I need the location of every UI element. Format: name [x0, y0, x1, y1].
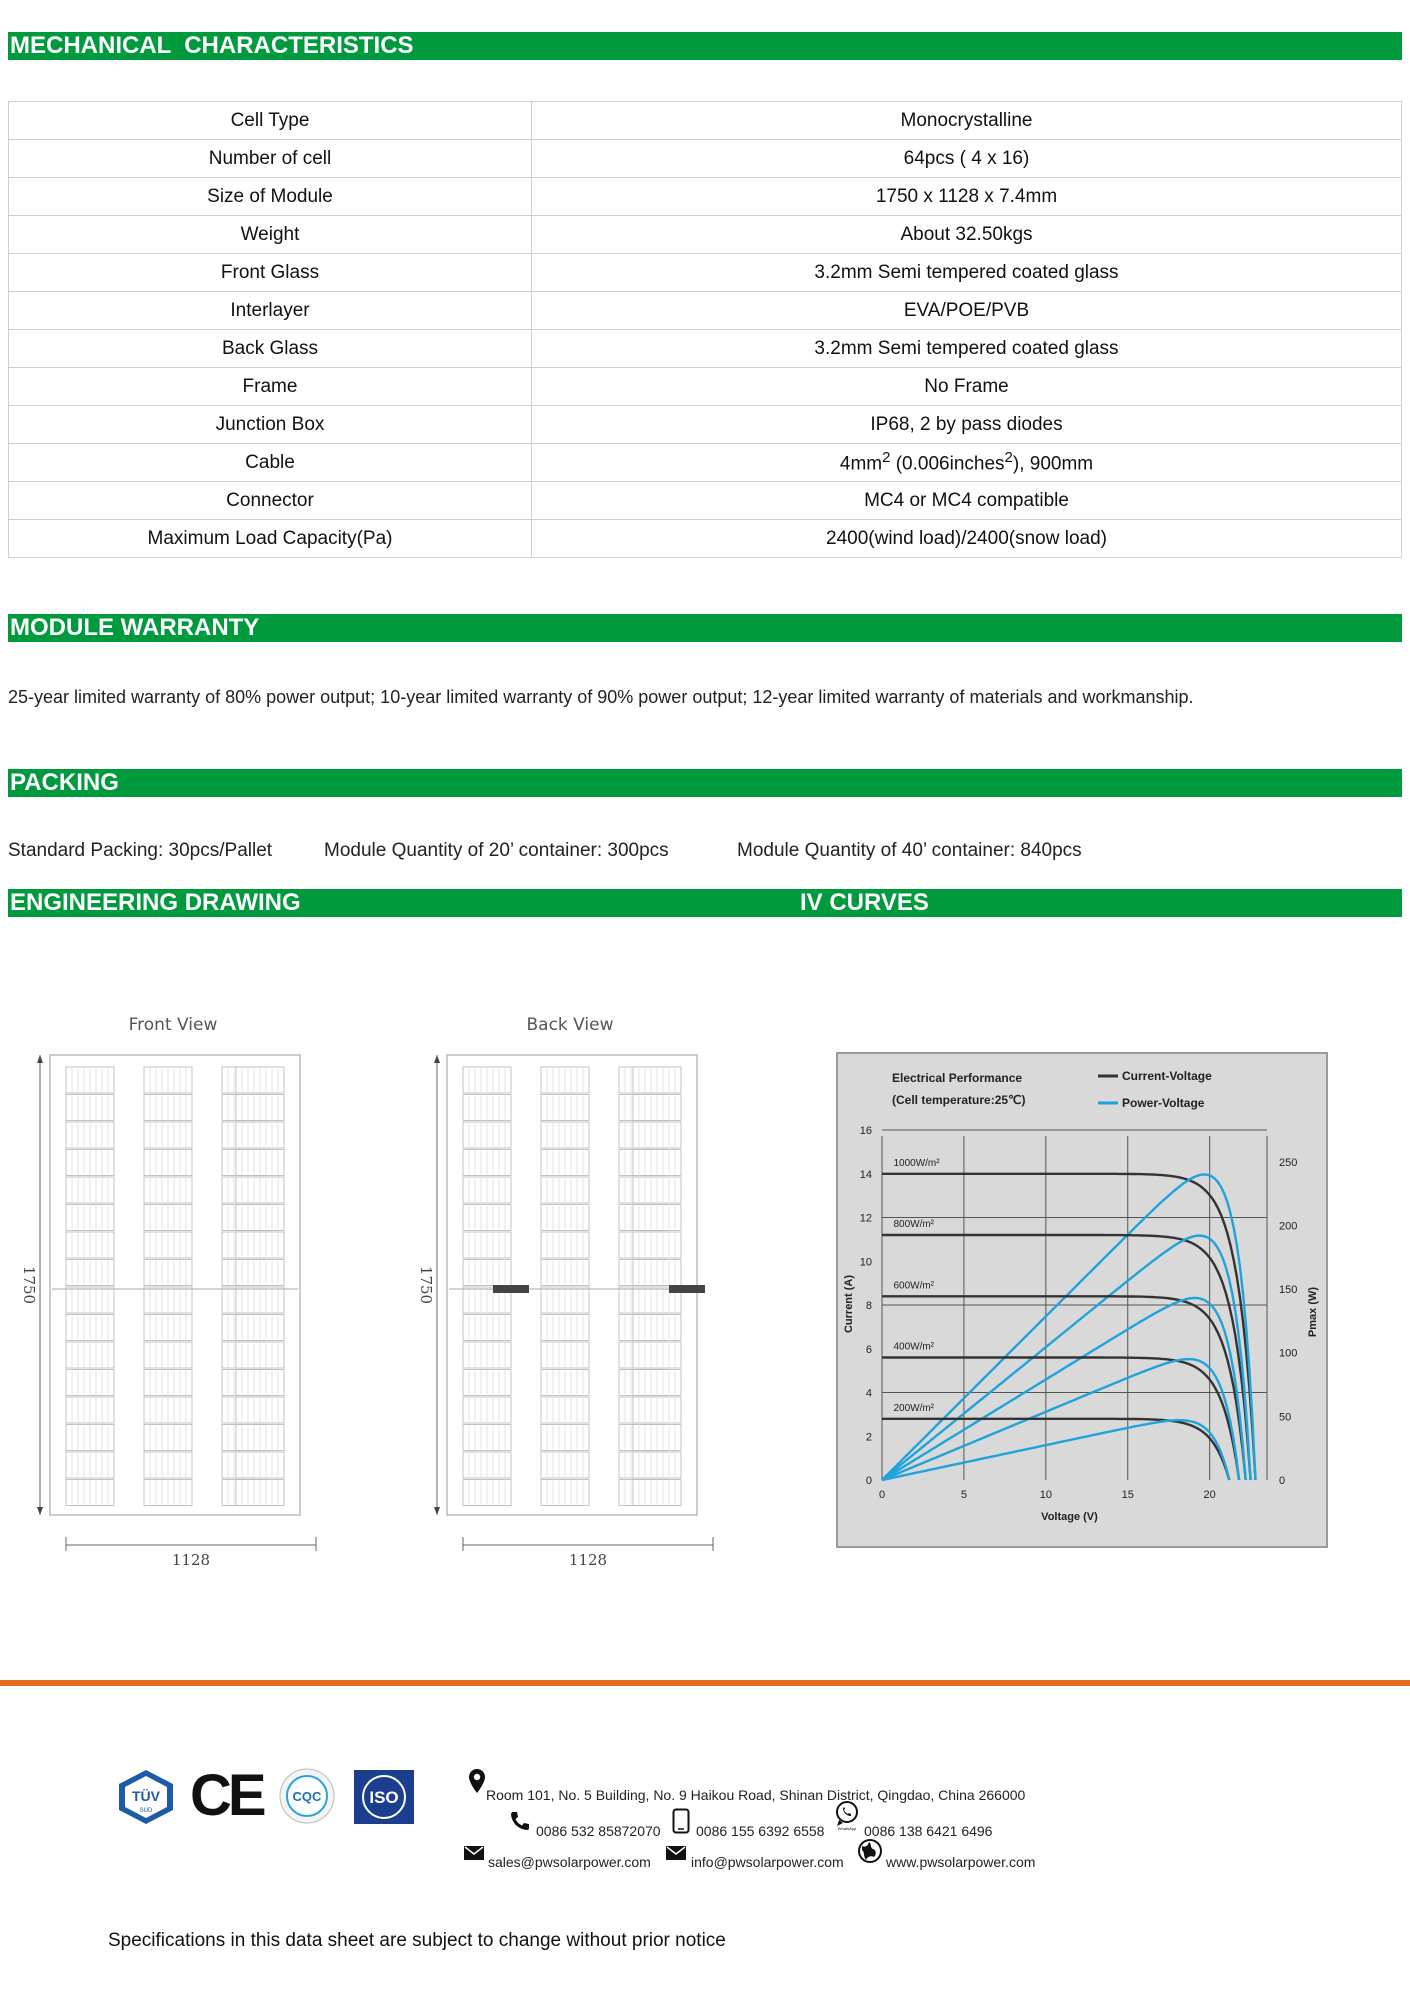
engineering-drawing	[20, 1005, 800, 1569]
iso-logo	[354, 1770, 414, 1824]
solar-cell	[541, 1397, 589, 1423]
spec-value-part: 4mm	[839, 453, 883, 475]
solar-cell	[633, 1067, 681, 1093]
spec-row	[9, 368, 1402, 406]
solar-cell	[463, 1095, 511, 1121]
footer-divider	[0, 1680, 1410, 1686]
solar-cell	[144, 1067, 192, 1093]
spec-row	[9, 292, 1402, 330]
solar-cell	[144, 1480, 192, 1506]
spec-row	[9, 406, 1402, 444]
y-tick-label: 8	[865, 1300, 872, 1312]
x-tick-label: 20	[1203, 1489, 1216, 1501]
solar-cell	[66, 1452, 114, 1478]
solar-cell	[236, 1260, 284, 1286]
solar-cell	[463, 1480, 511, 1506]
y2-tick-label: 0	[1279, 1475, 1286, 1487]
solar-cell	[633, 1177, 681, 1203]
solar-cell	[236, 1095, 284, 1121]
solar-cell	[144, 1342, 192, 1368]
section-title: MECHANICAL CHARACTERISTICS	[10, 32, 414, 59]
x-tick-label: 10	[1039, 1489, 1052, 1501]
irradiance-label: 600W/m²	[893, 1280, 935, 1292]
solar-cell	[144, 1232, 192, 1258]
width-label: 1128	[171, 1551, 211, 1569]
section-warranty	[8, 614, 1402, 642]
spec-value: 1750 x 1128 x 7.4mm	[532, 178, 1402, 216]
spec-row	[9, 216, 1402, 254]
svg-text:CQC: CQC	[292, 1789, 322, 1804]
front-view-drawing	[20, 1015, 316, 1569]
solar-cell	[633, 1095, 681, 1121]
whatsapp-number: 0086 138 6421 6496	[864, 1823, 993, 1839]
mobile-icon	[672, 1808, 690, 1834]
solar-cell	[66, 1122, 114, 1148]
x-tick-label: 5	[960, 1489, 967, 1501]
container-40-quantity: Module Quantity of 40’ container: 840pcs	[737, 840, 1082, 861]
junction-box	[669, 1285, 705, 1293]
solar-cell	[66, 1260, 114, 1286]
spec-label: Junction Box	[9, 406, 532, 444]
solar-cell	[463, 1205, 511, 1231]
section-packing	[8, 769, 1402, 797]
y2-tick-label: 100	[1279, 1347, 1298, 1360]
solar-cell	[236, 1122, 284, 1148]
y-tick-label: 0	[865, 1475, 872, 1487]
tuv-logo	[115, 1768, 177, 1826]
y2-tick-label: 250	[1279, 1156, 1298, 1169]
solar-cell	[463, 1342, 511, 1368]
solar-cell	[236, 1205, 284, 1231]
solar-cell	[144, 1315, 192, 1341]
height-label: 1750	[417, 1265, 435, 1305]
iv-curves-chart	[836, 1052, 1328, 1548]
solar-cell	[144, 1122, 192, 1148]
irradiance-label: 200W/m²	[893, 1402, 935, 1414]
spec-value: 2400(wind load)/2400(snow load)	[532, 520, 1402, 558]
solar-cell	[236, 1287, 284, 1313]
location-pin-icon	[469, 1769, 485, 1793]
solar-cell	[463, 1452, 511, 1478]
solar-cell	[66, 1095, 114, 1121]
section-title: PACKING	[10, 769, 119, 796]
solar-cell	[541, 1095, 589, 1121]
solar-cell	[236, 1425, 284, 1451]
superscript: 2	[882, 449, 891, 467]
address: Room 101, No. 5 Building, No. 9 Haikou Road, Shinan District, Qingdao, China 266000	[486, 1787, 1026, 1803]
cqc-logo	[278, 1767, 336, 1825]
solar-cell	[633, 1480, 681, 1506]
sales-email: sales@pwsolarpower.com	[488, 1854, 651, 1870]
section-mechanical	[8, 32, 1402, 60]
y2-tick-label: 50	[1279, 1411, 1292, 1424]
back-view-drawing	[417, 1015, 713, 1569]
spec-row	[9, 102, 1402, 140]
solar-cell	[66, 1342, 114, 1368]
solar-cell	[236, 1452, 284, 1478]
solar-cell	[633, 1122, 681, 1148]
spec-row	[9, 254, 1402, 292]
solar-cell	[66, 1480, 114, 1506]
solar-cell	[463, 1122, 511, 1148]
spec-label: Size of Module	[9, 178, 532, 216]
solar-cell	[633, 1370, 681, 1396]
solar-cell	[541, 1260, 589, 1286]
solar-cell	[541, 1150, 589, 1176]
irradiance-label: 400W/m²	[893, 1341, 935, 1353]
solar-cell	[541, 1342, 589, 1368]
solar-cell	[633, 1425, 681, 1451]
spec-value: 64pcs ( 4 x 16)	[532, 140, 1402, 178]
solar-cell	[66, 1287, 114, 1313]
svg-text:TÜV: TÜV	[132, 1788, 160, 1804]
spec-value: 3.2mm Semi tempered coated glass	[532, 254, 1402, 292]
solar-cell	[463, 1397, 511, 1423]
x-tick-label: 0	[878, 1489, 886, 1501]
section-title: MODULE WARRANTY	[10, 614, 260, 641]
y-tick-label: 16	[859, 1125, 872, 1137]
solar-cell	[66, 1177, 114, 1203]
solar-cell	[144, 1370, 192, 1396]
solar-cell	[236, 1480, 284, 1506]
solar-cell	[66, 1397, 114, 1423]
email-icon	[464, 1846, 484, 1860]
solar-cell	[633, 1452, 681, 1478]
solar-cell	[541, 1205, 589, 1231]
disclaimer-notice: Specifications in this data sheet are subject to change without prior notice	[108, 1930, 726, 1951]
y2-tick-label: 200	[1279, 1220, 1298, 1233]
y-tick-label: 2	[865, 1431, 872, 1444]
y2-axis-label: Pmax (W)	[1307, 1286, 1319, 1338]
spec-row	[9, 444, 1402, 482]
y-tick-label: 6	[865, 1343, 872, 1356]
x-tick-label: 15	[1121, 1489, 1134, 1501]
solar-cell	[236, 1177, 284, 1203]
solar-cell	[236, 1397, 284, 1423]
whatsapp-icon	[833, 1800, 861, 1830]
solar-cell	[633, 1315, 681, 1341]
solar-cell	[541, 1232, 589, 1258]
y-tick-label: 14	[859, 1168, 872, 1181]
section-title-drawing: ENGINEERING DRAWING	[10, 889, 301, 916]
legend-label-pv: Power-Voltage	[1122, 1096, 1205, 1110]
y-tick-label: 12	[859, 1212, 872, 1225]
y-axis-label: Current (A)	[843, 1274, 855, 1334]
spec-label: Connector	[9, 482, 532, 520]
svg-text:SUD: SUD	[139, 1808, 153, 1814]
spec-row	[9, 520, 1402, 558]
junction-box	[493, 1285, 529, 1293]
solar-cell	[144, 1287, 192, 1313]
height-label: 1750	[20, 1265, 38, 1305]
svg-text:WhatsApp: WhatsApp	[837, 1826, 857, 1831]
solar-cell	[66, 1370, 114, 1396]
solar-cell	[633, 1150, 681, 1176]
view-title: Front View	[128, 1015, 218, 1035]
spec-label: Cable	[9, 444, 532, 482]
solar-cell	[144, 1260, 192, 1286]
spec-row	[9, 178, 1402, 216]
solar-cell	[541, 1287, 589, 1313]
standard-packing: Standard Packing: 30pcs/Pallet	[8, 840, 273, 861]
superscript: 2	[1004, 449, 1013, 467]
width-label: 1128	[568, 1551, 608, 1569]
spec-label: Frame	[9, 368, 532, 406]
solar-cell	[66, 1205, 114, 1231]
solar-cell	[66, 1150, 114, 1176]
solar-cell	[144, 1205, 192, 1231]
solar-cell	[66, 1067, 114, 1093]
solar-cell	[541, 1425, 589, 1451]
solar-cell	[236, 1150, 284, 1176]
solar-cell	[463, 1150, 511, 1176]
svg-text:ISO: ISO	[369, 1788, 399, 1807]
mobile-number: 0086 155 6392 6558	[696, 1823, 825, 1839]
irradiance-label: 1000W/m²	[893, 1157, 940, 1169]
solar-cell	[541, 1480, 589, 1506]
phone-icon	[509, 1810, 531, 1832]
solar-cell	[633, 1260, 681, 1286]
spec-label: Cell Type	[9, 102, 532, 140]
view-title: Back View	[526, 1015, 614, 1035]
spec-value-part: ), 900mm	[1012, 453, 1094, 475]
spec-value	[532, 444, 1402, 482]
solar-cell	[144, 1177, 192, 1203]
x-axis-label: Voltage (V)	[1041, 1511, 1098, 1523]
y-tick-label: 4	[865, 1387, 872, 1400]
solar-cell	[463, 1425, 511, 1451]
spec-value: MC4 or MC4 compatible	[532, 482, 1402, 520]
section-drawing-iv	[8, 889, 1402, 917]
spec-label: Weight	[9, 216, 532, 254]
container-20-quantity: Module Quantity of 20’ container: 300pcs	[324, 840, 669, 861]
solar-cell	[541, 1067, 589, 1093]
solar-cell	[541, 1315, 589, 1341]
solar-cell	[633, 1342, 681, 1368]
info-email: info@pwsolarpower.com	[691, 1854, 844, 1870]
globe-icon	[857, 1838, 883, 1864]
spec-label: Front Glass	[9, 254, 532, 292]
ce-logo: CE	[190, 1763, 263, 1828]
chart-title: Electrical Performance	[892, 1071, 1023, 1085]
chart-subtitle: (Cell temperature:25℃)	[892, 1093, 1026, 1107]
solar-cell	[633, 1205, 681, 1231]
spec-label: Interlayer	[9, 292, 532, 330]
warranty-text: 25-year limited warranty of 80% power output; 10-year limited warranty of 90% power output; 12-year limited warranty of materials and workmanship.	[8, 687, 1194, 707]
solar-cell	[144, 1150, 192, 1176]
solar-cell	[541, 1452, 589, 1478]
spec-value: 3.2mm Semi tempered coated glass	[532, 330, 1402, 368]
solar-cell	[236, 1232, 284, 1258]
solar-cell	[463, 1232, 511, 1258]
solar-cell	[633, 1397, 681, 1423]
solar-cell	[463, 1315, 511, 1341]
spec-row	[9, 140, 1402, 178]
spec-value: No Frame	[532, 368, 1402, 406]
phone-number: 0086 532 85872070	[536, 1823, 661, 1839]
spec-value: About 32.50kgs	[532, 216, 1402, 254]
solar-cell	[144, 1397, 192, 1423]
solar-cell	[66, 1425, 114, 1451]
solar-cell	[236, 1370, 284, 1396]
spec-value-part: (0.006inches	[890, 453, 1005, 475]
spec-value: Monocrystalline	[532, 102, 1402, 140]
solar-cell	[463, 1177, 511, 1203]
solar-cell	[236, 1342, 284, 1368]
y-tick-label: 10	[859, 1256, 872, 1269]
solar-cell	[144, 1452, 192, 1478]
mechanical-table	[8, 101, 1402, 558]
solar-cell	[236, 1067, 284, 1093]
spec-label: Maximum Load Capacity(Pa)	[9, 520, 532, 558]
spec-row	[9, 482, 1402, 520]
spec-row	[9, 330, 1402, 368]
solar-cell	[66, 1232, 114, 1258]
y2-tick-label: 150	[1279, 1284, 1298, 1297]
solar-cell	[236, 1315, 284, 1341]
spec-value: IP68, 2 by pass diodes	[532, 406, 1402, 444]
email-icon	[666, 1846, 686, 1860]
solar-cell	[541, 1122, 589, 1148]
website: www.pwsolarpower.com	[886, 1854, 1036, 1870]
solar-cell	[144, 1095, 192, 1121]
solar-cell	[463, 1067, 511, 1093]
solar-cell	[541, 1177, 589, 1203]
solar-cell	[633, 1232, 681, 1258]
section-title-iv: IV CURVES	[800, 889, 929, 916]
solar-cell	[463, 1370, 511, 1396]
legend-label-iv: Current-Voltage	[1122, 1069, 1212, 1083]
solar-cell	[144, 1425, 192, 1451]
solar-cell	[541, 1370, 589, 1396]
irradiance-label: 800W/m²	[893, 1219, 935, 1230]
spec-label: Number of cell	[9, 140, 532, 178]
spec-label: Back Glass	[9, 330, 532, 368]
solar-cell	[66, 1315, 114, 1341]
solar-cell	[463, 1260, 511, 1286]
spec-value: EVA/POE/PVB	[532, 292, 1402, 330]
